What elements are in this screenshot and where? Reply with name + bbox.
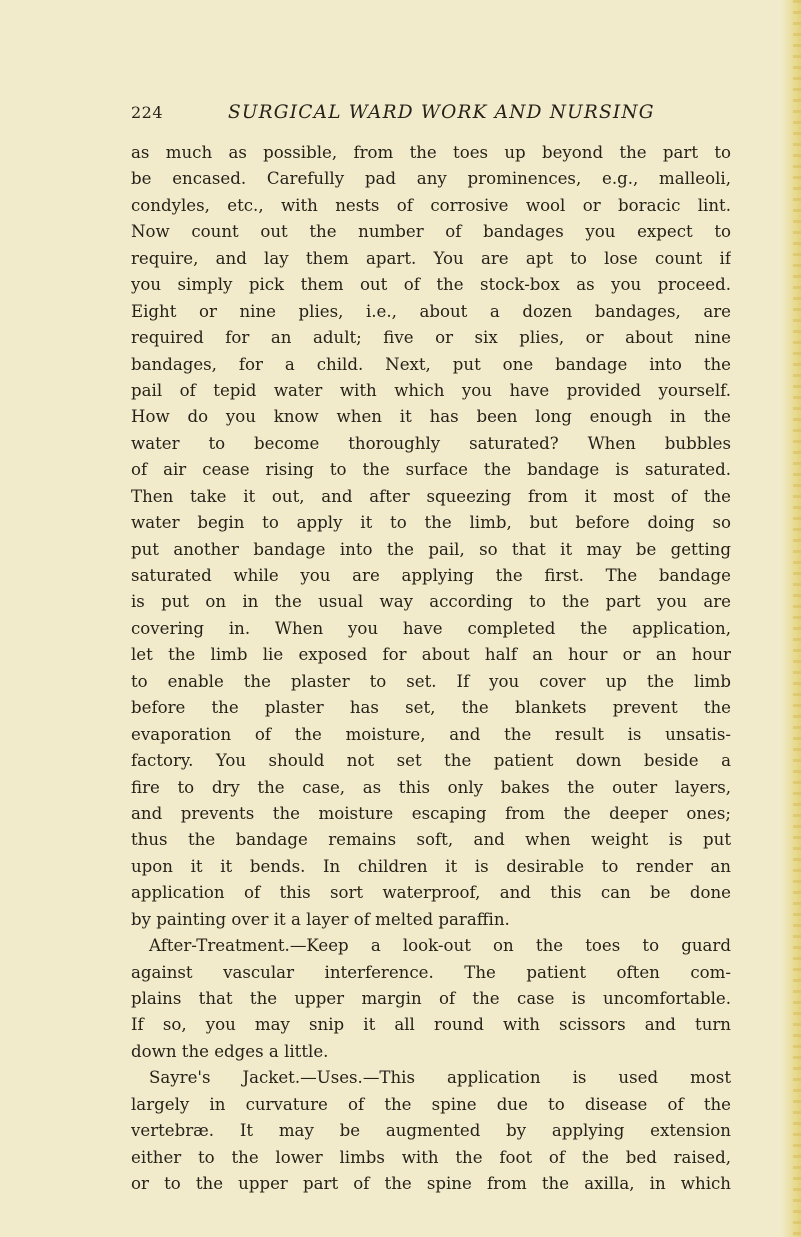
text-line: Eight or nine plies, i.e., about a dozen bandages, are <box>131 301 731 321</box>
text-line: and prevents the moisture escaping from the deeper ones; <box>131 803 731 823</box>
running-title: SURGICAL WARD WORK AND NURSING <box>228 102 655 123</box>
text-line: put another bandage into the pail, so that it may be getting <box>131 539 731 559</box>
text-line: evaporation of the moisture, and the result is unsatis- <box>131 724 731 744</box>
text-line: water to become thoroughly saturated? When bubbles <box>131 433 731 453</box>
text-line: thus the bandage remains soft, and when weight is put <box>131 830 731 850</box>
text-line: bandages, for a child. Next, put one bandage into the <box>131 354 731 374</box>
text-line: application of this sort waterproof, and this can be done <box>131 883 731 903</box>
text-line: as much as possible, from the toes up beyond the part to <box>131 143 731 162</box>
text-line: condyles, etc., with nests of corrosive wool or boracic lint. <box>131 195 731 215</box>
text-line: either to the lower limbs with the foot of the bed raised, <box>131 1147 731 1167</box>
page-header <box>131 101 731 125</box>
text-line: be encased. Carefully pad any prominences, e.g., malleoli, <box>131 169 731 189</box>
text-line: largely in curvature of the spine due to disease of the <box>131 1094 731 1114</box>
text-line: of air cease rising to the surface the bandage is saturated. <box>131 460 731 480</box>
text-line: How do you know when it has been long enough in the <box>131 407 731 427</box>
text-line: let the limb lie exposed for about half an hour or an hour <box>131 645 731 665</box>
text-line: by painting over it a layer of melted paraffin. <box>131 909 510 929</box>
text-line: is put on in the usual way according to the part you are <box>131 592 731 612</box>
text-line: Now count out the number of bandages you expect to <box>131 222 731 242</box>
text-line: pail of tepid water with which you have provided yourself. <box>131 380 731 400</box>
text-line: vertebræ. It may be augmented by applying extension <box>131 1121 731 1141</box>
text-line: down the edges a little. <box>131 1041 329 1061</box>
page-edge-texture <box>793 0 801 1237</box>
text-line: or to the upper part of the spine from the axilla, in which <box>131 1174 731 1194</box>
text-line: you simply pick them out of the stock-box as you proceed. <box>131 275 731 295</box>
text-line: to enable the plaster to set. If you cover up the limb <box>131 671 731 691</box>
text-line: Then take it out, and after squeezing from it most of the <box>131 486 731 506</box>
text-line: require, and lay them apart. You are apt to lose count if <box>131 248 731 268</box>
text-line: before the plaster has set, the blankets prevent the <box>131 698 731 718</box>
body-text <box>131 140 731 1198</box>
text-line: Sayre's Jacket.—Uses.—This application is used most <box>149 1068 731 1088</box>
text-line: If so, you may snip it all round with scissors and turn <box>131 1015 731 1035</box>
text-line: upon it it bends. In children it is desirable to render an <box>131 856 731 876</box>
text-line: factory. You should not set the patient down beside a <box>131 751 731 771</box>
text-line: After-Treatment.—Keep a look-out on the toes to guard <box>149 936 731 956</box>
text-line: saturated while you are applying the first. The bandage <box>131 566 731 585</box>
text-line: fire to dry the case, as this only bakes the outer layers, <box>131 777 731 797</box>
text-line: plains that the upper margin of the case is uncomfortable. <box>131 989 731 1008</box>
text-line: covering in. When you have completed the application, <box>131 618 731 638</box>
text-line: water begin to apply it to the limb, but before doing so <box>131 513 731 533</box>
text-line: against vascular interference. The patient often com- <box>131 962 731 982</box>
page-number: 224 <box>131 103 164 122</box>
text-line: required for an adult; five or six plies, or about nine <box>131 328 731 348</box>
